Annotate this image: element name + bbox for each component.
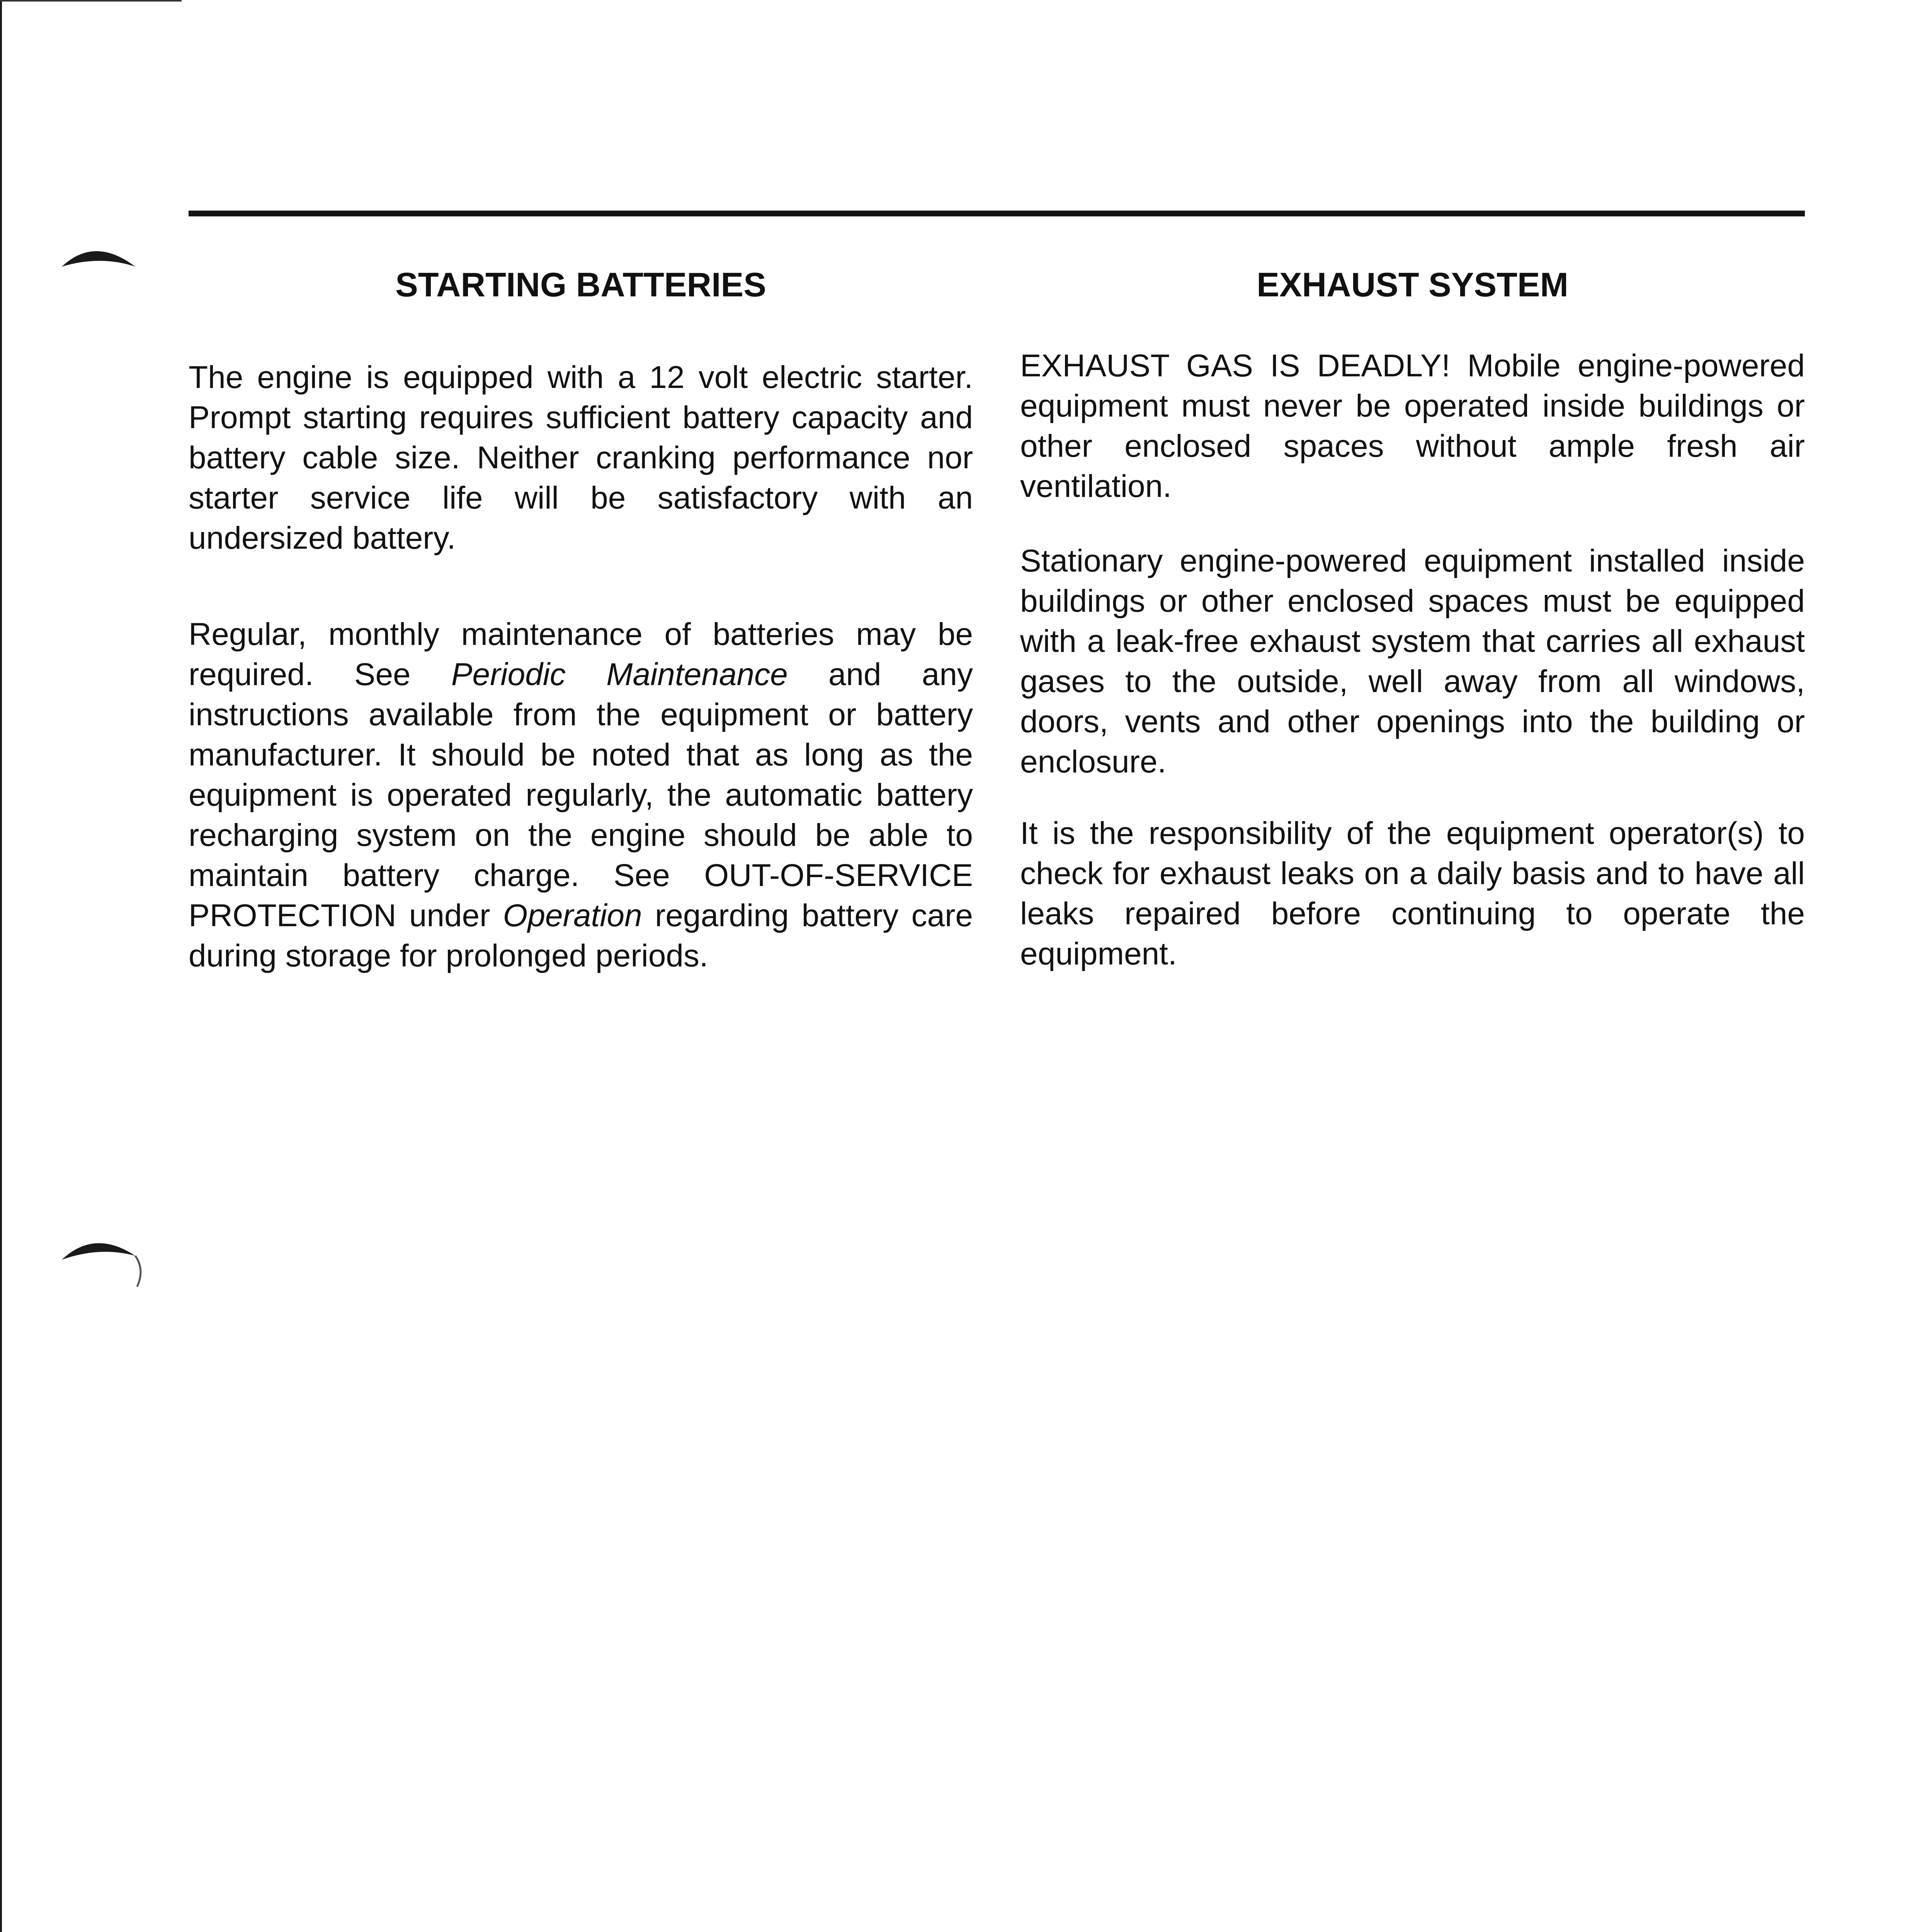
paragraph: It is the responsibility of the equipment operator(s) to check for exhaust leaks on a daily basis and to have all leaks repaired before continuing to operate the equipment.	[1020, 816, 1805, 971]
paragraph: Stationary engine-powered equipment installed inside buildings or other enclosed spaces must be equipped with a leak-free exhaust system that carries all exhaust gases to the outside, well away from all windows, doors, vents and other openings into the building or enclosure.	[1020, 543, 1805, 779]
section-heading: EXHAUST SYSTEM	[1257, 265, 1568, 304]
paragraph: The engine is equipped with a 12 volt electric starter. Prompt starting requires sufficient battery capacity and battery cable size. Neither cranking performance nor starter service life will be satisfactory with an undersized battery.	[189, 360, 973, 556]
emphasis-text: Operation	[503, 898, 642, 933]
top-rule	[189, 211, 1805, 216]
paragraph: EXHAUST GAS IS DEADLY! Mobile engine-powered equipment must never be operated inside buildings or other enclosed spaces without ample fresh air ventilation.	[1020, 348, 1805, 504]
page-left-edge	[0, 0, 2, 1932]
section-heading: STARTING BATTERIES	[395, 265, 766, 304]
punch-hole-middle-icon	[58, 1233, 147, 1291]
emphasis-text: Periodic Maintenance	[451, 657, 788, 692]
page-top-edge	[0, 0, 182, 2]
paragraph: Regular, monthly maintenance of batteries may be required. See Periodic Maintenance and any instructions available from the equipment or battery manufacturer. It should be noted that as long as the equipment is operated regularly, the automatic battery recharging system on the engine should be able to maintain battery charge. See OUT-OF-SERVICE PROTECTION under Operation regarding battery care during storage for prolonged periods.	[189, 617, 973, 973]
punch-hole-top-icon	[58, 240, 143, 274]
